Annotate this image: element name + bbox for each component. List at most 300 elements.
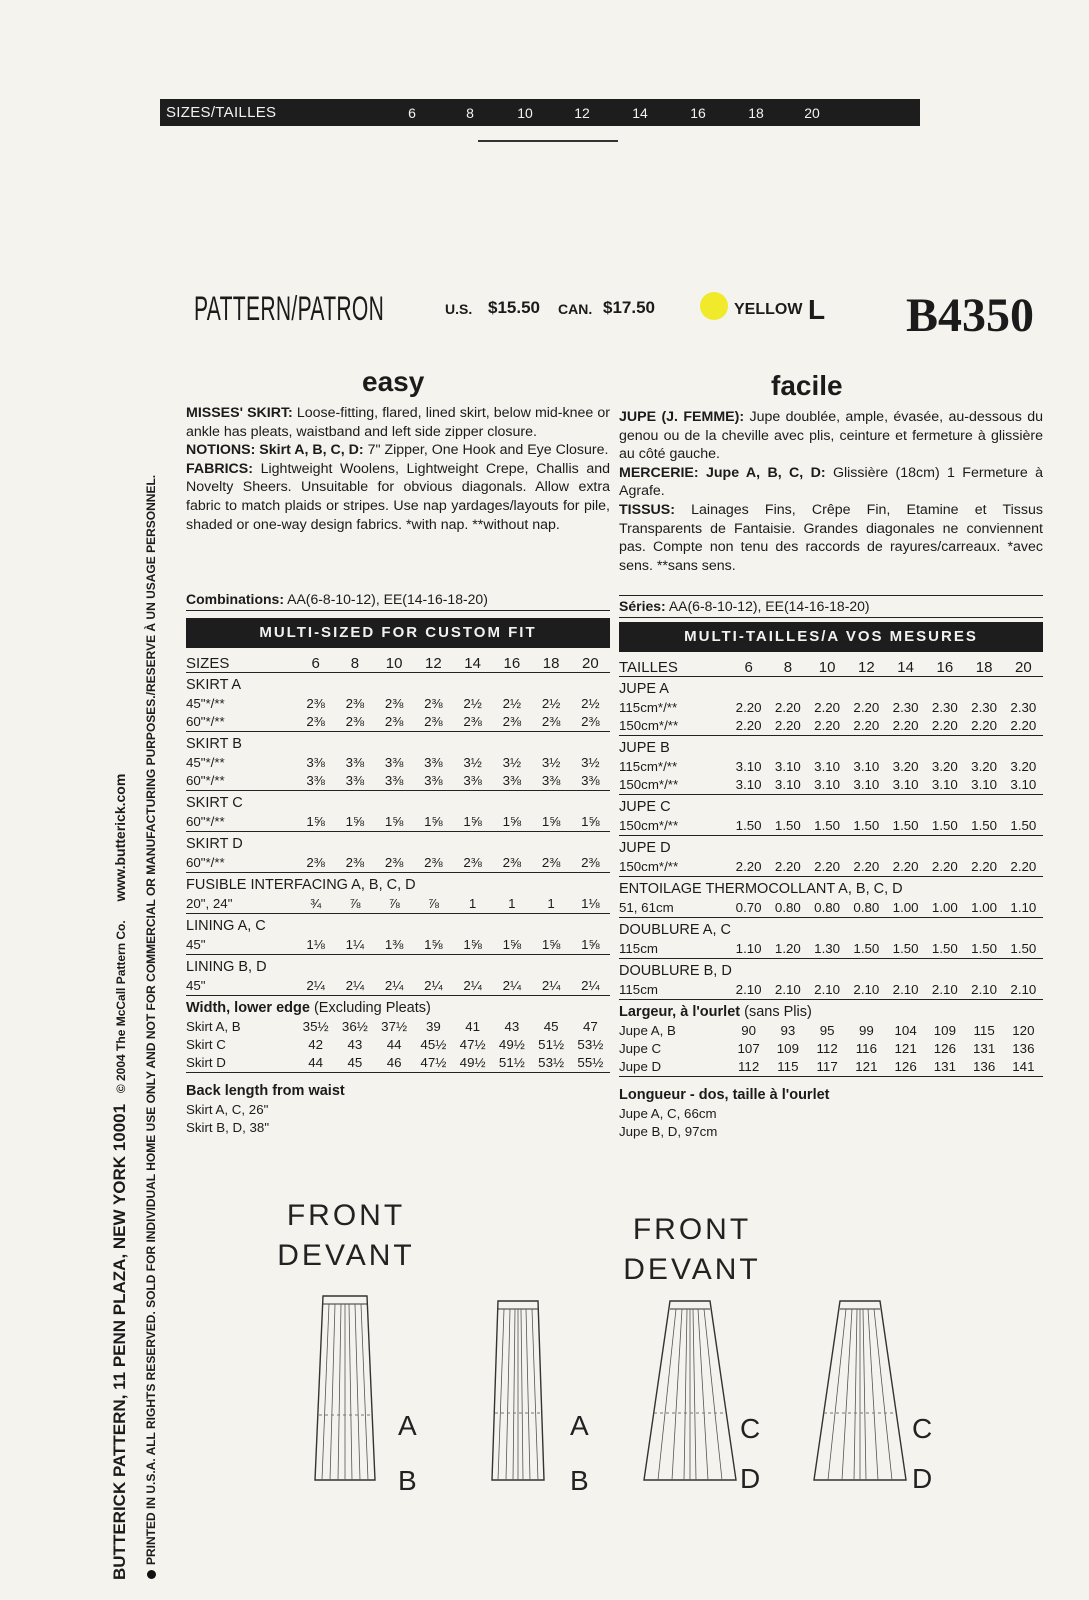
section-title-row — [619, 836, 1043, 857]
section-title-row — [186, 914, 610, 935]
skirt-view-cd-1-drawing — [640, 1295, 740, 1490]
width-value: 112 — [729, 1056, 768, 1077]
section-title: SKIRT A — [186, 677, 242, 693]
cell-value: 2⅜ — [532, 711, 571, 732]
size-14: 14 — [632, 105, 648, 121]
cell-value: 1.50 — [847, 938, 886, 959]
cell-value: 1⅝ — [414, 934, 453, 955]
cell-value: 2.10 — [847, 979, 886, 1000]
cell-value: 3⅜ — [296, 770, 335, 791]
width-value: 55½ — [571, 1052, 610, 1073]
notions-label-fr: MERCERIE: Jupe A, B, C, D: — [619, 464, 826, 481]
cell-value: 2⅜ — [306, 696, 325, 711]
section-title: JUPE A — [619, 681, 669, 697]
section-title: SKIRT D — [186, 836, 243, 852]
cell-value: 0.80 — [808, 897, 847, 918]
back-line: Skirt A, C, 26" — [186, 1102, 269, 1117]
back-line-row — [619, 1121, 1043, 1139]
cell-value: 2.20 — [729, 715, 768, 736]
section-title-row — [186, 873, 610, 894]
cell-value: 2.10 — [768, 979, 807, 1000]
skirt-view-ab-1-drawing — [305, 1290, 385, 1490]
cell-value: 1.50 — [925, 815, 964, 836]
cell-value: 1⅝ — [453, 934, 492, 955]
width-value: 126 — [933, 1041, 956, 1056]
skirt-view-ab-2-drawing — [478, 1295, 558, 1490]
width-title-row — [619, 1000, 1043, 1021]
combinations-text-en: AA(6-8-10-12), EE(14-16-18-20) — [287, 591, 488, 607]
width-value: 107 — [737, 1041, 760, 1056]
back-title-row — [186, 1073, 610, 1100]
size-header: 12 — [414, 650, 453, 673]
cell-value: 3⅜ — [453, 770, 492, 791]
size-header: 14 — [886, 654, 925, 677]
size-header: 10 — [375, 650, 414, 673]
cell-value: 3⅜ — [384, 755, 404, 770]
cell-value: 1 — [453, 893, 492, 914]
width-value: 126 — [886, 1056, 925, 1077]
row-label: 150cm*/** — [619, 715, 729, 736]
description-fr — [619, 408, 1043, 575]
width-value: 41 — [465, 1019, 481, 1034]
notions-text-fr: Glissière (18cm) 1 Fermeture à Agrafe. — [619, 464, 1043, 500]
section-title: JUPE C — [619, 799, 671, 815]
side-legal — [144, 475, 158, 1565]
cell-value: 3.20 — [931, 759, 958, 774]
table-row — [619, 856, 1043, 877]
section-title: LINING A, C — [186, 918, 266, 934]
yardage-table-fr — [619, 654, 1043, 1139]
section-title-row — [186, 955, 610, 976]
cell-value: 2¼ — [296, 975, 335, 996]
size-header: 6 — [729, 654, 768, 677]
cell-value: 1.50 — [768, 815, 807, 836]
cell-value: 3.10 — [808, 774, 847, 795]
width-row-label: Jupe A, B — [619, 1023, 676, 1038]
cell-value: 2¼ — [532, 975, 571, 996]
row-label: 45" — [186, 975, 296, 996]
cell-value: 2¼ — [492, 975, 531, 996]
cell-value: 1.50 — [965, 938, 1004, 959]
cell-value: 2½ — [581, 696, 600, 711]
cell-value: 3⅜ — [492, 770, 531, 791]
width-value: 99 — [858, 1023, 874, 1038]
yardage-table-en-grid — [186, 650, 610, 1135]
cell-value: 2⅜ — [296, 852, 335, 873]
size-8: 8 — [466, 105, 474, 121]
section-title-row — [619, 959, 1043, 980]
yellow-dot-icon — [700, 292, 728, 320]
row-label: 150cm*/** — [619, 774, 729, 795]
back-line-row — [186, 1117, 610, 1135]
yardage-table-fr-grid — [619, 654, 1043, 1139]
row-label: 45"*/** — [186, 696, 225, 711]
view-letter-b-1: B — [398, 1465, 417, 1496]
cell-value: 1⅝ — [532, 811, 571, 832]
us-label: U.S. — [445, 301, 473, 317]
cell-value: 1¼ — [335, 934, 374, 955]
width-value: 47 — [582, 1019, 598, 1034]
section-title: JUPE B — [619, 740, 670, 756]
table-title-en: MULTI-SIZED FOR CUSTOM FIT — [186, 618, 610, 648]
cell-value: 2.20 — [925, 856, 964, 877]
width-value: 109 — [776, 1041, 799, 1056]
back-title: Back length from waist — [186, 1083, 345, 1099]
cell-value: 1.50 — [847, 815, 886, 836]
row-label: 150cm*/** — [619, 815, 729, 836]
view-letter-d-2: D — [912, 1463, 933, 1494]
size-16: 16 — [690, 105, 706, 121]
cell-value: 3.10 — [1004, 774, 1043, 795]
cell-value: ⅞ — [414, 893, 453, 914]
cell-value: 1⅝ — [492, 934, 531, 955]
table-row — [619, 756, 1043, 774]
width-row — [619, 1056, 1043, 1077]
notions-label-en: NOTIONS: Skirt A, B, C, D: — [186, 442, 364, 459]
cell-value: 3.10 — [925, 774, 964, 795]
cell-value: 2.20 — [853, 700, 880, 715]
cell-value: 3.20 — [971, 759, 998, 774]
top-size-bar — [160, 99, 920, 126]
difficulty-fr: facile — [771, 370, 843, 401]
width-value: 117 — [808, 1056, 847, 1077]
cell-value: 1.10 — [729, 938, 768, 959]
size-header: 6 — [296, 650, 335, 673]
table-row — [186, 975, 610, 996]
width-value: 37½ — [381, 1019, 408, 1034]
row-label: 20", 24" — [186, 893, 296, 914]
cell-value: 1.00 — [886, 897, 925, 918]
cell-value: 1.50 — [1004, 938, 1043, 959]
cell-value: 2⅜ — [414, 852, 453, 873]
cell-value: 1.50 — [729, 815, 768, 836]
cell-value: 3.20 — [1010, 759, 1037, 774]
notions-text-en: 7" Zipper, One Hook and Eye Closure. — [367, 442, 609, 459]
table-row — [619, 938, 1043, 959]
fabrics-text-en: Lightweight Woolens, Lightweight Crepe, Challis and Novelty Sheers. Unsuitable for obvious diagonals. Allow extra fabric to match plaids or stripes. Use nap yardages/layouts for pile, shaded or one-way design fabrics. *with nap. **without nap. — [186, 460, 610, 533]
section-title-row — [619, 677, 1043, 698]
cell-value: 2.20 — [1004, 856, 1043, 877]
cell-value: 1.10 — [1004, 897, 1043, 918]
table-row — [186, 693, 610, 711]
cell-value: 2.10 — [925, 979, 964, 1000]
width-value: 42 — [308, 1037, 324, 1052]
section-title-row — [619, 736, 1043, 757]
cell-value: 2⅜ — [492, 852, 531, 873]
yardage-table-en — [186, 650, 610, 1135]
width-row — [186, 1016, 610, 1034]
side-copyright: © 2004 The McCall Pattern Co. — [114, 920, 128, 1094]
section-title: FUSIBLE INTERFACING A, B, C, D — [186, 877, 416, 893]
cell-value: 2.20 — [768, 715, 807, 736]
back-line-row — [186, 1099, 610, 1117]
table-row — [186, 811, 610, 832]
cell-value: 1.00 — [965, 897, 1004, 918]
section-title-row — [186, 791, 610, 812]
description-en — [186, 404, 610, 534]
width-value: 115 — [768, 1056, 807, 1077]
width-value: 47½ — [414, 1052, 453, 1073]
cell-value: 2.30 — [892, 700, 919, 715]
cell-value: 2⅜ — [453, 711, 492, 732]
combinations-en — [186, 591, 610, 611]
size-12: 12 — [574, 105, 590, 121]
width-value: 53½ — [577, 1037, 604, 1052]
cell-value: 2⅜ — [532, 852, 571, 873]
table-row — [619, 897, 1043, 918]
view-letter-b-2: B — [570, 1465, 589, 1496]
view-letter-d-1: D — [740, 1463, 761, 1494]
width-value: 45 — [543, 1019, 559, 1034]
cell-value: 2.20 — [886, 715, 925, 736]
width-value: 136 — [1012, 1041, 1035, 1056]
section-title: LINING B, D — [186, 959, 267, 975]
cell-value: 2.20 — [886, 856, 925, 877]
row-label: 60"*/** — [186, 770, 296, 791]
cell-value: 2½ — [463, 696, 482, 711]
width-value: 112 — [816, 1041, 838, 1056]
section-title: DOUBLURE A, C — [619, 922, 731, 938]
table-row — [186, 711, 610, 732]
front-en-left: FRONT — [286, 1199, 406, 1232]
size-header: 8 — [335, 650, 374, 673]
width-row-label: Skirt A, B — [186, 1019, 241, 1034]
cell-value: 1.30 — [808, 938, 847, 959]
sizes-label: TAILLES — [619, 654, 729, 677]
side-address-text: BUTTERICK PATTERN, 11 PENN PLAZA, NEW YORK 10001 — [110, 1103, 129, 1580]
pattern-number: B4350 — [906, 289, 1035, 342]
side-url: www.butterick.com — [112, 773, 128, 902]
cell-value: 2¼ — [571, 975, 610, 996]
width-value: 120 — [1012, 1023, 1035, 1038]
cell-value: 2⅜ — [414, 711, 453, 732]
combinations-label-en: Combinations: — [186, 591, 284, 607]
cell-value: 2.10 — [965, 979, 1004, 1000]
cell-value: 0.80 — [768, 897, 807, 918]
cell-value: 2⅜ — [345, 696, 365, 711]
width-row-label: Jupe D — [619, 1056, 729, 1077]
can-price: $17.50 — [603, 298, 655, 317]
cell-value: 2.10 — [729, 979, 768, 1000]
size-header: 18 — [532, 650, 571, 673]
section-title: SKIRT C — [186, 795, 243, 811]
cell-value: 2.20 — [965, 856, 1004, 877]
width-row-label: Skirt C — [186, 1037, 226, 1052]
width-value: 121 — [847, 1056, 886, 1077]
cell-value: 3⅜ — [375, 770, 414, 791]
table-row — [186, 852, 610, 873]
cell-value: 2⅜ — [453, 852, 492, 873]
cell-value: 1⅜ — [375, 934, 414, 955]
cell-value: 2.20 — [808, 856, 847, 877]
size-6: 6 — [408, 105, 416, 121]
bullet-icon — [147, 1570, 156, 1579]
cell-value: 1.50 — [886, 938, 925, 959]
size-header: 14 — [453, 650, 492, 673]
cell-value: 1⅝ — [296, 811, 335, 832]
width-value: 136 — [965, 1056, 1004, 1077]
front-fr-left: DEVANT — [277, 1239, 415, 1272]
width-value: 44 — [386, 1037, 402, 1052]
cell-value: 2.20 — [808, 715, 847, 736]
size-header: 16 — [925, 654, 964, 677]
table-row — [619, 815, 1043, 836]
color-word: YELLOW — [734, 301, 803, 318]
width-value: 47½ — [459, 1037, 486, 1052]
front-fr-right: DEVANT — [623, 1253, 761, 1286]
table-row — [186, 893, 610, 914]
width-value: 51½ — [538, 1037, 565, 1052]
cell-value: 2.30 — [971, 700, 998, 715]
side-address — [110, 774, 130, 1580]
cell-value: 3⅜ — [345, 755, 365, 770]
cell-value: 1⅝ — [335, 811, 374, 832]
cell-value: 3⅜ — [532, 770, 571, 791]
view-letter-c-2: C — [912, 1413, 933, 1444]
section-title-row — [619, 795, 1043, 816]
cell-value: 1⅛ — [571, 893, 610, 914]
row-label: 60"*/** — [186, 711, 296, 732]
cell-value: 1 — [492, 893, 531, 914]
width-value: 93 — [780, 1023, 796, 1038]
section-title-row — [186, 673, 610, 694]
cell-value: 3.10 — [853, 759, 880, 774]
cell-value: 2.20 — [735, 700, 762, 715]
width-value: 121 — [894, 1041, 917, 1056]
cell-value: 1.50 — [886, 815, 925, 836]
combinations-text-fr: AA(6-8-10-12), EE(14-16-18-20) — [668, 598, 870, 614]
can-label: CAN. — [558, 301, 593, 317]
size-header: 16 — [492, 650, 531, 673]
combinations-fr — [619, 595, 1043, 618]
width-title: Width, lower edge — [186, 1000, 310, 1016]
cell-value: 1.50 — [925, 938, 964, 959]
section-title-row — [619, 877, 1043, 898]
cell-value: 1.50 — [965, 815, 1004, 836]
cell-value: 2¼ — [414, 975, 453, 996]
width-note: (Excluding Pleats) — [313, 1000, 431, 1016]
section-title-row — [186, 732, 610, 753]
size-10: 10 — [517, 105, 533, 121]
cell-value: 2¼ — [375, 975, 414, 996]
width-value: 131 — [973, 1041, 996, 1056]
cell-value: 1⅝ — [532, 934, 571, 955]
cell-value: 1⅝ — [571, 811, 610, 832]
cell-value: 2.20 — [847, 856, 886, 877]
width-row — [186, 1052, 610, 1073]
cell-value: 2.20 — [1004, 715, 1043, 736]
cell-value: 2.20 — [965, 715, 1004, 736]
width-title-row — [186, 996, 610, 1017]
cell-value: 2.20 — [814, 700, 841, 715]
us-price: $15.50 — [488, 298, 540, 317]
size-header: 18 — [965, 654, 1004, 677]
pattern-label: PATTERN/PATRON — [194, 290, 385, 328]
cell-value: 2¼ — [453, 975, 492, 996]
cell-value: 3½ — [502, 755, 522, 770]
width-value: 109 — [933, 1023, 956, 1038]
back-line: Skirt B, D, 38" — [186, 1120, 270, 1135]
cell-value: 3.10 — [965, 774, 1004, 795]
cell-value: 2⅜ — [384, 696, 404, 711]
cell-value: 1.00 — [925, 897, 964, 918]
divider — [478, 140, 618, 142]
width-title-cell — [186, 996, 610, 1017]
cell-value: 2.10 — [1004, 979, 1043, 1000]
back-title: Longueur - dos, taille à l'ourlet — [619, 1087, 830, 1103]
difficulty-en: easy — [362, 366, 425, 397]
cell-value: 2.20 — [774, 700, 801, 715]
size-header: 10 — [808, 654, 847, 677]
width-row-label: Skirt D — [186, 1052, 296, 1073]
cell-value: 2½ — [541, 696, 561, 711]
desc-label-en: MISSES' SKIRT: — [186, 405, 293, 421]
width-value: 115 — [973, 1023, 995, 1038]
size-bar-label: SIZES/TAILLES — [166, 104, 277, 121]
width-row — [619, 1038, 1043, 1056]
width-value: 43 — [504, 1019, 520, 1034]
width-row — [186, 1034, 610, 1052]
width-value: 104 — [894, 1023, 917, 1038]
fabrics-label-fr: TISSUS: — [619, 501, 675, 518]
cell-value: 2.20 — [925, 715, 964, 736]
cell-value: 1.50 — [808, 815, 847, 836]
cell-value: 3⅜ — [306, 755, 325, 770]
section-title: JUPE D — [619, 840, 671, 856]
row-label: 45"*/** — [186, 755, 225, 770]
row-label: 115cm*/** — [619, 759, 678, 774]
cell-value: 2.20 — [729, 856, 768, 877]
desc-text-en: Loose-fitting, flared, lined skirt, below mid-knee or ankle has pleats, waistband and left side zipper closure. — [186, 405, 610, 440]
width-value: 43 — [347, 1037, 363, 1052]
width-value: 49½ — [498, 1037, 525, 1052]
row-label: 115cm — [619, 938, 729, 959]
cell-value: 2½ — [502, 696, 522, 711]
cell-value: 1 — [532, 893, 571, 914]
section-title: ENTOILAGE THERMOCOLLANT A, B, C, D — [619, 881, 903, 897]
back-line: Jupe A, C, 66cm — [619, 1106, 717, 1121]
width-value: 36½ — [341, 1019, 368, 1034]
cell-value: 3.10 — [774, 759, 801, 774]
cell-value: 3⅜ — [335, 770, 374, 791]
width-value: 95 — [819, 1023, 835, 1038]
cell-value: 3.10 — [847, 774, 886, 795]
cell-value: 1⅝ — [414, 811, 453, 832]
cell-value: 0.80 — [847, 897, 886, 918]
front-label-right — [622, 1210, 762, 1290]
desc-text-fr: Jupe doublée, ample, évasée, au-dessous du genou ou de la cheville avec plis, ceinture et fermeture à glissière au côté gauche. — [619, 409, 1043, 463]
size-header: 12 — [847, 654, 886, 677]
cell-value: 1⅝ — [375, 811, 414, 832]
size-letter: L — [808, 294, 826, 325]
cell-value: 2.20 — [768, 856, 807, 877]
width-value: 51½ — [492, 1052, 531, 1073]
cell-value: 2⅜ — [424, 696, 443, 711]
cell-value: 2¼ — [335, 975, 374, 996]
cell-value: 3⅜ — [414, 770, 453, 791]
section-title: SKIRT B — [186, 736, 242, 752]
combinations-label-fr: Séries: — [619, 598, 666, 614]
section-title-row — [619, 918, 1043, 939]
cell-value: 1⅛ — [296, 934, 335, 955]
width-value: 141 — [1004, 1056, 1043, 1077]
table-row — [186, 752, 610, 770]
back-title-row — [619, 1077, 1043, 1104]
cell-value: 2.30 — [1010, 700, 1037, 715]
width-value: 45½ — [420, 1037, 447, 1052]
row-label: 45" — [186, 934, 296, 955]
cell-value: 3.10 — [814, 759, 841, 774]
